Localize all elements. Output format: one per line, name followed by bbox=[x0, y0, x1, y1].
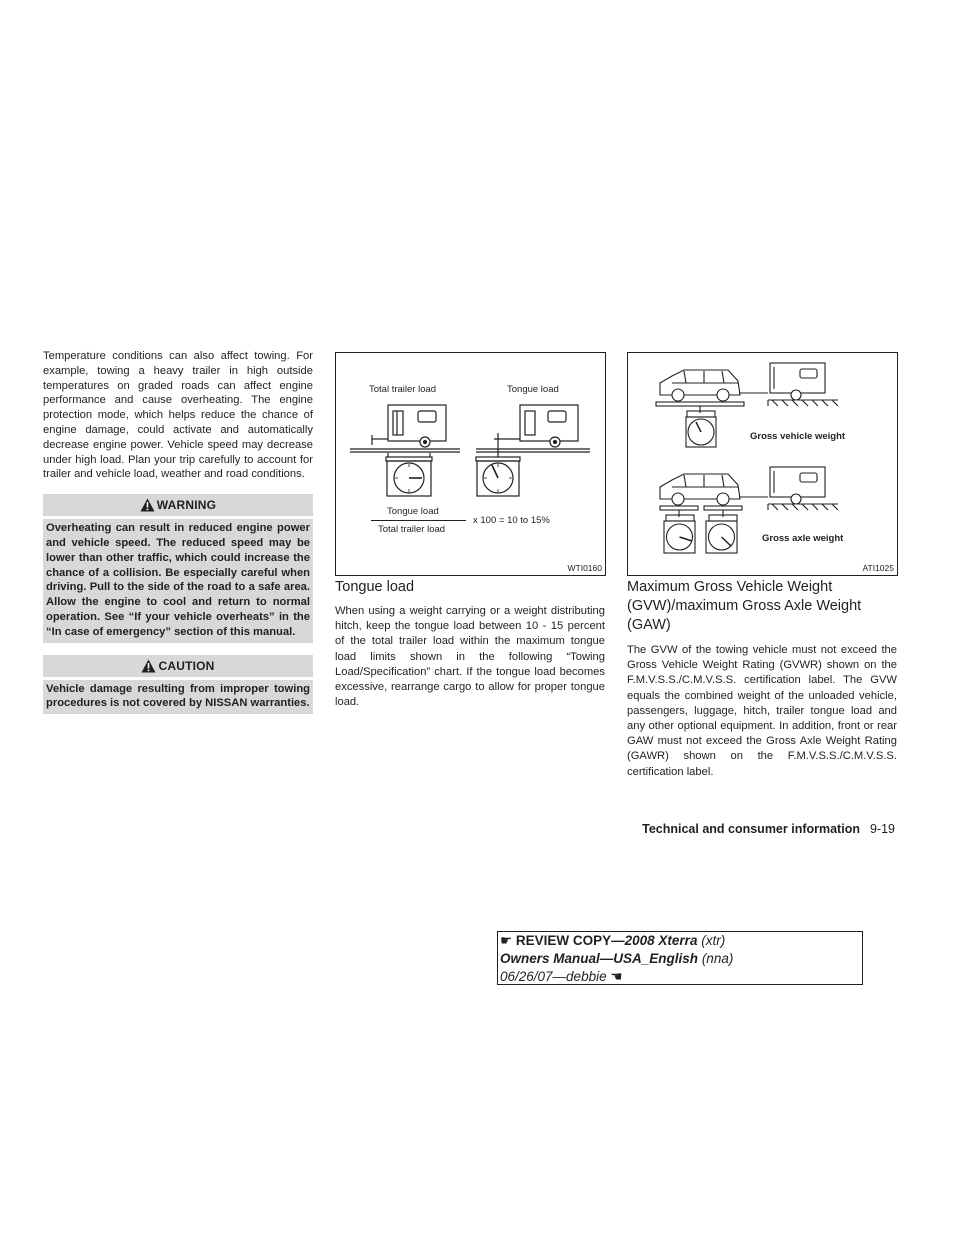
review-line-2 bbox=[500, 950, 862, 968]
pointing-hand-icon: ☛ bbox=[500, 933, 513, 948]
fraction-bar bbox=[371, 520, 466, 521]
gross-weight-figure bbox=[627, 352, 898, 576]
tongue-load-heading: Tongue load bbox=[335, 579, 415, 595]
review-line-3 bbox=[500, 968, 862, 986]
warning-triangle-icon bbox=[141, 659, 156, 673]
footer-section-title: Technical and consumer information bbox=[642, 822, 860, 836]
warning-triangle-icon bbox=[140, 498, 155, 512]
tongue-load-figure bbox=[335, 352, 606, 576]
page-footer bbox=[642, 822, 895, 836]
warning-title: WARNING bbox=[156, 498, 217, 513]
caution-text: Vehicle damage resulting from improper towing procedures is not covered by NISSAN warranties. bbox=[43, 680, 313, 715]
caution-header bbox=[43, 655, 313, 677]
tongue-formula: x 100 = 10 to 15% bbox=[473, 515, 550, 526]
total-trailer-load-label: Total trailer load bbox=[369, 384, 437, 395]
gross-vehicle-weight-label: Gross vehicle weight bbox=[750, 431, 846, 442]
page-number: 9-19 bbox=[869, 822, 895, 836]
left-column bbox=[43, 349, 313, 714]
review-prefix: REVIEW COPY— bbox=[515, 933, 625, 948]
warning-header bbox=[43, 494, 313, 516]
tongue-load-paragraph: When using a weight carrying or a weight distributing hitch, keep the tongue load between 10 - 15 percent of the total trailer load within the maximum tongue load limits shown in the following “Towing Load/Specification” chart. If the tongue load becomes excessive, rearrange cargo to allow for proper tongue load. bbox=[335, 605, 605, 709]
caution-title: CAUTION bbox=[158, 658, 215, 673]
pointing-hand-left-icon: ☚ bbox=[610, 969, 623, 984]
review-model-code: (xtr) bbox=[701, 933, 726, 948]
gvw-heading: Maximum Gross Vehicle Weight (GVW)/maximum Gross Axle Weight (GAW) bbox=[627, 579, 862, 633]
review-manual: Owners Manual—USA_English bbox=[500, 951, 699, 966]
fraction-numerator: Tongue load bbox=[387, 506, 439, 517]
figure-code: ATI1025 bbox=[862, 563, 894, 573]
fraction-denominator: Total trailer load bbox=[378, 524, 446, 535]
towing-temperature-paragraph: Temperature conditions can also affect towing. For example, towing a heavy trailer in high outside temperatures on graded roads can affect engine performance and cause overheating. The engine protection mode, which helps reduce the chance of engine damage, could activate and automatically decrease engine power. Vehicle speed may decrease under high load. Plan your trip carefully to account for trailer and vehicle load, weather and road conditions. bbox=[43, 350, 313, 481]
review-line-1 bbox=[500, 932, 862, 950]
gvw-paragraph: The GVW of the towing vehicle must not exceed the Gross Vehicle Weight Rating (GVWR) shown on the F.M.V.S.S./C.M.V.S.S. certification label. The GVW equals the combined weight of the unloaded vehicle, passengers, luggage, hitch, trailer tongue load and any other optional equipment. In addition, front or rear GAW must not exceed the Gross Axle Weight Rating (GAWR) shown on the F.M.V.S.S./C.M.V.S.S. certification label. bbox=[627, 644, 897, 778]
review-copy-stamp bbox=[497, 931, 863, 985]
tongue-load-illustration bbox=[336, 353, 605, 513]
review-model: 2008 Xterra bbox=[624, 933, 698, 948]
warning-text: Overheating can result in reduced engine power and vehicle speed. The reduced speed may be lower than other traffic, which could increase the chance of a collision. Be especially careful when driving. Pull to the side of the road to a safe area. Allow the engine to cool and return to normal operation. See “If your vehicle overheats” in the “In case of emergency” section of this manual. bbox=[43, 519, 313, 642]
review-date-author: 06/26/07—debbie bbox=[500, 969, 607, 984]
gross-axle-weight-label: Gross axle weight bbox=[762, 533, 844, 544]
review-manual-code: (nna) bbox=[701, 951, 734, 966]
tongue-load-label: Tongue load bbox=[507, 384, 559, 395]
figure-code: WTI0160 bbox=[567, 563, 602, 573]
